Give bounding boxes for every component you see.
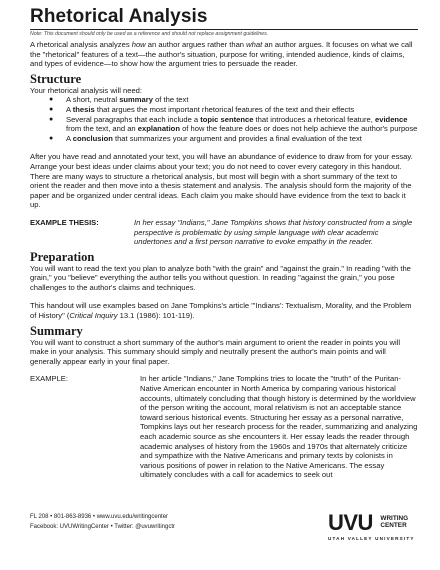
footer-contact: FL 208 • 801-863-8936 • www.uvu.edu/writingcenter <box>30 514 169 520</box>
uvu-logo-mark: UVU <box>328 510 373 535</box>
page-title: Rhetorical Analysis <box>30 6 208 27</box>
uvu-logo <box>328 510 418 541</box>
summary-example <box>30 374 418 480</box>
bullet-icon: ● <box>49 115 54 123</box>
summary-example-label: EXAMPLE: <box>30 374 68 384</box>
structure-lead: Your rhetorical analysis will need: <box>30 85 142 95</box>
intro-paragraph: A rhetorical analysis analyzes how an author argues rather than what an author argues. It focuses on what we call the "rhetorical" features of a text—the author's situation, purpose for writing, intended audience, kinds of claims, and types of evidence—to show how the argument tries to persuade the reader. <box>30 40 413 69</box>
bullet-icon: ● <box>49 105 54 113</box>
disclaimer-note: Note: This document should only be used as a reference and should not replace assignment guidelines. <box>30 31 269 37</box>
footer-social: Facebook: UVUWritingCenter • Twitter: @uvuwritingctr <box>30 524 176 530</box>
preparation-paragraph-2: This handout will use examples based on Jane Tompkins's article "'Indians': Textualism, Morality, and the Problem of History" (Critical Inquiry 13.1 (1986): 101-119). <box>30 301 412 321</box>
preparation-paragraph-1: You will want to read the text you plan to analyze both "with the grain" and "against the grain." In reading "with the grain," you "believe" everything the author tells you without question. In reading "against the grain," you pose challenges to the author's claims and techniques. <box>30 263 411 292</box>
summary-example-text: In her article "Indians," Jane Tompkins tries to locate the "truth" of the Puritan-Native American encounter in North America by comparing various historical accounts, ultimately concluding that though history is determined by the worldview of the person writing the account, moral relativism is not an acceptable stance toward serious historical events. Structuring her essay as a personal narrative, Tompkins lays out her research process for the reader, summarizing and analyzing each academic source as she encounters it. Her essay leads the reader through academic analyses of history from the 1960s and 1970s that alternately criticize and sympathize with the Native Americans and primary texts by colonists in various positions of power in relation to the Native Americans. The essay ultimately concludes with a call for academics to seek out <box>140 374 418 480</box>
writing-center-label: WRITING CENTER <box>380 515 409 529</box>
list-item: ● A short, neutral summary of the text <box>49 95 189 105</box>
summary-paragraph: You will want to construct a short summary of the author's main argument to orient the reader in points you will make in your analysis. This summary should simply and neutrally present the author's main points and will generally appear early in your final paper. <box>30 337 401 366</box>
structure-paragraph: After you have read and annotated your text, you will have an abundance of evidence to draw from for your essay. Arrange your best ideas under claims about your text; you do not need to cover every category in this handout. There are many ways to structure a rhetorical analysis, but most will begin with a short summary of the text to orient the reader and then move into a thesis statement and analysis. The analysis should form the majority of the paper and be organized under central ideas. Each claim you make should have evidence from the text to back it up. <box>30 152 413 210</box>
list-item: ● Several paragraphs that each include a topic sentence that introduces a rhetorical feature, evidence from the text, and an explanation of how the feature does or does not help achieve the author's purpose <box>49 114 418 134</box>
bullet-icon: ● <box>49 134 54 142</box>
bullet-icon: ● <box>49 96 54 104</box>
summary-heading: Summary <box>30 323 83 338</box>
list-item: ● A conclusion that summarizes your argument and provides a final evaluation of the text <box>49 133 362 143</box>
example-thesis-text: In her essay "Indians," Jane Tompkins shows that history constructed from a single perspective is problematic by using simple language with clear academic undertones and a first person narrative to evoke empathy in the reader. <box>134 217 413 247</box>
title-rule <box>30 29 418 30</box>
footer <box>30 510 418 541</box>
structure-heading: Structure <box>30 71 82 86</box>
university-name: UTAH VALLEY UNIVERSITY <box>328 536 415 541</box>
preparation-heading: Preparation <box>30 249 95 264</box>
example-thesis-label: EXAMPLE THESIS: <box>30 217 99 227</box>
structure-list <box>30 95 418 143</box>
example-thesis <box>30 218 418 247</box>
list-item: ● A thesis that argues the most important rhetorical features of the text and their effects <box>49 104 355 114</box>
